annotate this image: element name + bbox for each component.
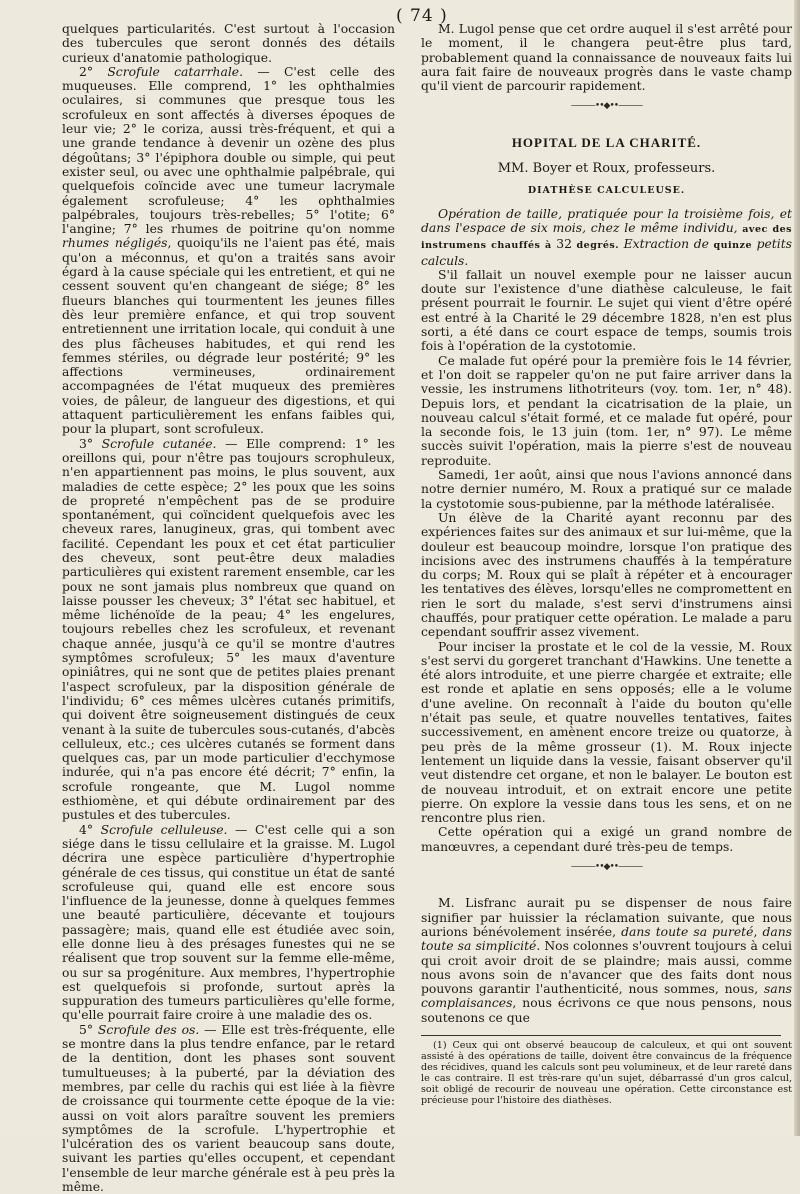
paragraph-scrofule-os: 5° Scrofule des os. — Elle est très-fréquente, elle se montre dans la plus tendre enfance, par le retard de la dentition, dont les phases sont souvent tumultueuses; à la puberté, par la déviation des membres, par celle du rachis qui est liée à la fièvre de croissance qui tourmente cette époque de la vie: aussi on voit alors paraître souvent les premiers symptômes de la scrofule. L'hypertrophie et l'ulcération des os varient beaucoup sans doute, suivant les parties qu'elles occupent, et cependant l'ensemble de leur marche générale est à peu près la même.	[62, 1022, 395, 1194]
page-number: ( 74 )	[396, 6, 448, 26]
paragraph-saturday: Samedi, 1er août, ainsi que nous l'avions annoncé dans notre dernier numéro, M. Roux a pratiqué sur ce malade la cystotomie sous-pubienne, par la méthode latéralisée.	[421, 468, 792, 511]
footnote-text: (1) Ceux qui ont observé beaucoup de calculeux, et qui ont souvent assisté à des opérations de taille, doivent être convaincus de la fréquence des récidives, quand les calculs sont peu volumineux, et de leur rareté dans le cas contraire. Il est très-rare qu'un sujet, débarrassé d'un gros calcul, soit obligé de recourir de nouveau une opération. Cette circonstance est précieuse pour l'histoire des diathèses.	[421, 1040, 792, 1107]
hospital-heading: HOPITAL DE LA CHARITÉ.	[511, 134, 702, 150]
section-title-cutanee: Scrofule cutanée.	[101, 436, 217, 451]
section-title-catarrhale: Scrofule catarrhale.	[107, 64, 244, 79]
paragraph-lugol-order: M. Lugol pense que cet ordre auquel il s'est arrêté pour le moment, il le changera peut-être plus tard, probablement quand la connaissance de nouveaux faits lui aura fait faire de nouveaux progrès dans le vaste champ qu'il vient de parcourir rapidement.	[421, 22, 792, 94]
footnote	[421, 1040, 792, 1107]
ornament-divider-2: ———••◆••———	[570, 862, 643, 873]
page-edge	[794, 0, 800, 1136]
section-title-celluleuse: Scrofule celluleuse.	[100, 822, 228, 837]
paragraph-intro: quelques particularités. C'est surtout à l'occasion des tubercules que seront donnés des détails curieux d'anatomie pathologique.	[62, 22, 395, 65]
footnote-rule	[421, 1035, 781, 1036]
paragraph-scrofule-cutanee: 3° Scrofule cutanée. — Elle comprend: 1° les oreillons qui, pour n'être pas toujours scrophuleux, n'en appartiennent pas moins, le plus souvent, aux maladies de cette espèce; 2° les poux que les soins de propreté n'empêchent pas de se produire spontanément, qui coïncident quelquefois avec les cheveux rares, lanugineux, gras, qui tombent avec facilité. Cependant les poux et cet état particulier des cheveux, sont peut-être deux maladies particulières qui existent rarement ensemble, car les poux ne sont jamais plus nombreux que quand on laisse pousser les cheveux; 3° l'état sec habituel, et même lichénoïde de la peau; 4° les engelures, toujours rebelles chez les scrofuleux, et revenant chaque année, jusqu'à ce qu'il se montre d'autres symptômes scrofuleux; 5° les maux d'aventure opiniâtres, qui ne sont que de petites plaies prenant l'aspect scrofuleux, par la disposition générale de l'individu; 6° ces mêmes ulcères cutanés primitifs, qui doivent être soigneusement distingués de ceux venant à la suite de tubercules sous-cutanés, d'abcès celluleux, etc.; ces ulcères cutanés se forment dans quelques cas, par un mode particulier d'ecchymose indurée, qui n'a pas encore été décrit; 7° enfin, la scrofule rongeante, que M. Lugol nomme esthiomène, et qui débute ordinairement par des pustules et des tubercules.	[62, 436, 395, 823]
operation-title: Opération de taille, pratiquée pour la troisième fois, et dans l'espace de six mois, chez le même individu, avec des instrumens chauffés à 32 degrés. Extraction de quinze petits calculs.	[421, 206, 793, 268]
diathesis-heading: DIATHÈSE CALCULEUSE.	[527, 185, 686, 197]
paragraph-scrofule-catarrhale: 2° Scrofule catarrhale. — C'est celle des muqueuses. Elle comprend, 1° les ophthalmies oculaires, si communes que presque tous les scrofuleux en sont affectés à diverses époques de leur vie; 2° le coriza, aussi très-fréquent, et qui a une grande tendance à devenir un ozène des plus dégoûtans; 3° l'épiphora double ou simple, qui peut exister seul, ou avec une ophthalmie palpébrale, qui quelquefois coïncide avec une tumeur lacrymale également scrofuleuse; 4° les ophthalmies palpébrales, toujours très-rebelles; 5° l'otite; 6° l'angine; 7° les rhumes de poitrine qu'on nomme rhumes négligés, quoiqu'ils ne l'aient pas été, mais qu'on a méconnus, et qu'on a traités sans avoir égard à la cause spéciale qui les entretient, et qui ne cessent souvent qu'en changeant de siége; 8° les flueurs blanches qui tourmentent les jeunes filles dès leur première enfance, et qui trop souvent entretiennent une irritation locale, qui conduit à une des plus fâcheuses habitudes, et qui rend les femmes stériles, ou dégrade leur postérité; 9° les affections vermineuses, ordinairement accompagnées de l'état muqueux des premières voies, de pâleur, de langueur des digestions, et qui attaquent particulièrement les enfans faibles qui, pour la plupart, sont scrofuleux.	[62, 64, 396, 437]
paragraph-incision: Pour inciser la prostate et le col de la vessie, M. Roux s'est servi du gorgeret tranchant d'Hawkins. Une tenette a été alors introduite, et une pierre chargée et extraite; elle est ronde et aplatie en sens opposés; elle a le volume d'une aveline. On reconnaît à l'aide du bouton qu'elle n'était pas seule, et quatre nouvelles tentatives, faites successivement, en amènent encore treize ou quatorze, à peu près de la même grosseur (1). M. Roux injecte lentement un liquide dans la vessie, faisant observer qu'il veut distendre cet organe, et non le balayer. Le bouton est de nouveau introduit, et on extrait encore une petite pierre. On explore la vessie dans tous les sens, et on ne rencontre plus rien.	[421, 639, 792, 826]
paragraph-lisfranc: M. Lisfranc aurait pu se dispenser de nous faire signifier par huissier la réclamation suivante, que nous aurions bénévolement insérée, dans toute sa pureté, dans toute sa simplicité. Nos colonnes s'ouvrent toujours à celui qui croit avoir droit de se plaindre; mais aussi, comme nous avons soin de n'avancer que des faits dont nous pouvons garantir l'authenticité, nous sommes, nous, sans complaisances, nous écrivons ce que nous pensons, nous soutenons ce que	[421, 896, 792, 1025]
section-title-os: Scrofule des os.	[97, 1022, 200, 1037]
right-column	[421, 22, 792, 1107]
left-column	[62, 22, 395, 1194]
paragraph-diathesis-example: S'il fallait un nouvel exemple pour ne laisser aucun doute sur l'existence d'une diathèse calculeuse, le fait présent pourrait le fournir. Le sujet qui vient d'être opéré est entré à la Charité le 29 décembre 1828, n'en est plus sorti, a été dans ce court espace de temps, soumis trois fois à l'opération de la cystotomie.	[421, 267, 792, 354]
paragraph-first-operation: Ce malade fut opéré pour la première fois le 14 février, et l'on doit se rappeler qu'on ne put faire arriver dans la vessie, les instrumens lithotriteurs (voy. tom. 1er, n° 48). Depuis lors, et pendant la cicatrisation de la plaie, un nouveau calcul s'était formé, et ce malade fut opéré, pour la seconde fois, le 13 juin (tom. 1er, n° 97). Le même succès suivit l'opération, mais la pierre s'est de nouveau reproduite.	[421, 353, 792, 468]
paragraph-duration: Cette opération qui a exigé un grand nombre de manœuvres, a cependant duré très-peu de temps.	[421, 825, 792, 854]
ornament-divider: ———••◆••———	[570, 101, 643, 112]
paragraph-scrofule-celluleuse: 4° Scrofule celluleuse. — C'est celle qui a son siége dans le tissu cellulaire et la graisse. M. Lugol décrira une espèce particulière d'hypertrophie générale de ces tissus, qui constitue un état de santé scrofuleuse qui, quand elle est encore sous l'influence de la jeunesse, donne à quelques femmes une beauté particulière, décevante et toujours passagère; mais, quand elle est étudiée avec soin, elle donne lieu à des présages funestes qui ne se réalisent que trop souvent sur la femme elle-même, ou sur sa progéniture. Aux membres, l'hypertrophie est quelquefois si profonde, surtout après la suppuration des tumeurs particulières qu'elle forme, qu'elle pourrait faire croire à une maladie des os.	[62, 822, 395, 1023]
paragraph-heated-instruments: Un élève de la Charité ayant reconnu par des expériences faites sur des animaux et sur lui-même, que la douleur est beaucoup moindre, lorsque l'on pratique des incisions avec des instrumens chauffés à la température du corps; M. Roux qui se plaît à répéter et à encourager les tentatives des élèves, lorsqu'elles ne compromettent en rien le sort du malade, s'est servi d'instrumens ainsi chauffés, pour pratiquer cette opération. Le malade a paru cependant souffrir assez vivement.	[421, 510, 792, 640]
professors-line: MM. Boyer et Roux, professeurs.	[497, 161, 716, 177]
